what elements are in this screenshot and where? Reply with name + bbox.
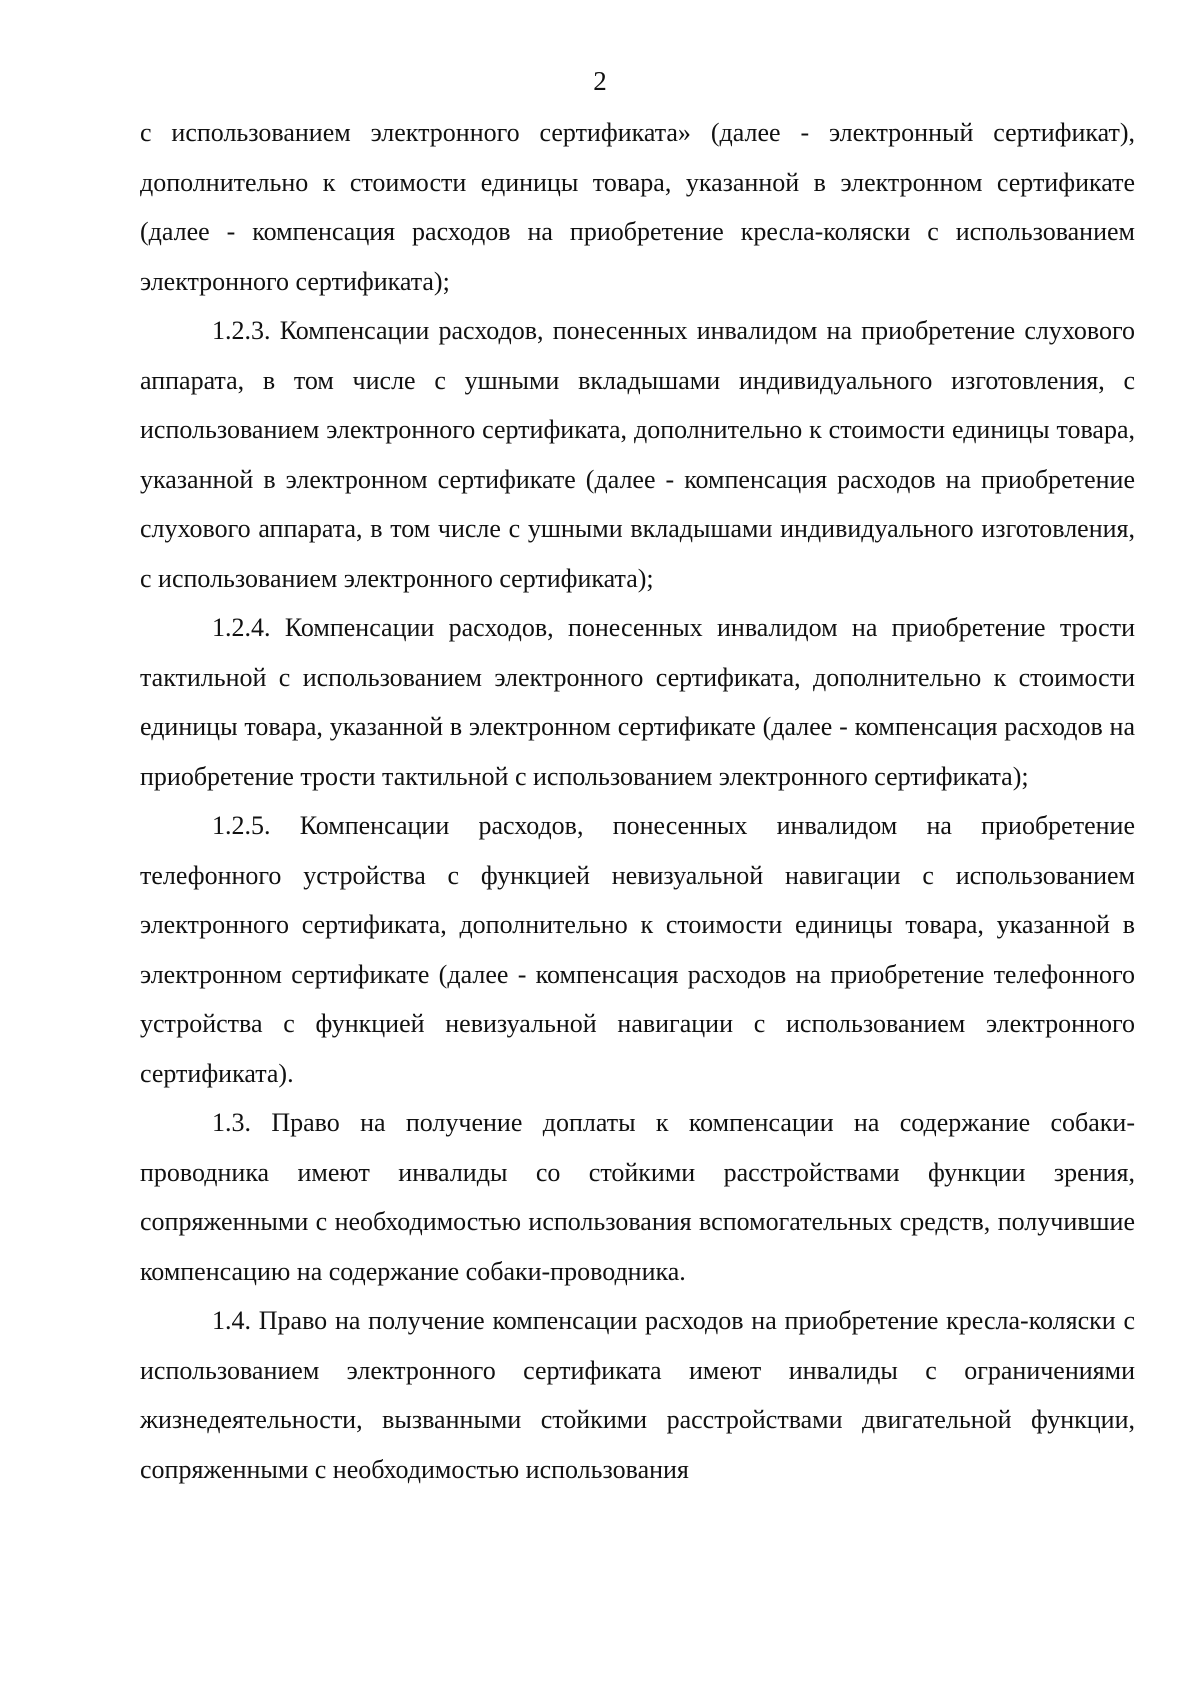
paragraph-1-4: 1.4. Право на получение компенсации расходов на приобретение кресла-коляски с использованием электронного сертификата имеют инвалиды с ограничениями жизнедеятельности, вызванными стойкими расстройствами двигательной функции, сопряженными с необходимостью использования: [140, 1306, 1135, 1484]
paragraph-1-2-5: 1.2.5. Компенсации расходов, понесенных инвалидом на приобретение телефонного устройства с функцией невизуальной навигации с использованием электронного сертификата, дополнительно к стоимости единицы товара, указанной в электронном сертификате (далее - компенсация расходов на приобретение телефонного устройства с функцией невизуальной навигации с использованием электронного сертификата).: [140, 811, 1135, 1088]
paragraph-1-2-3: 1.2.3. Компенсации расходов, понесенных инвалидом на приобретение слухового аппарата, в том числе с ушными вкладышами индивидуального изготовления, с использованием электронного сертификата, дополнительно к стоимости единицы товара, указанной в электронном сертификате (далее - компенсация расходов на приобретение слухового аппарата, в том числе с ушными вкладышами индивидуального изготовления, с использованием электронного сертификата);: [140, 316, 1135, 593]
paragraph-continuation: с использованием электронного сертификата» (далее - электронный сертификат), дополнительно к стоимости единицы товара, указанной в электронном сертификате (далее - компенсация расходов на приобретение кресла-коляски с использованием электронного сертификата);: [140, 118, 1135, 296]
page-number: 2: [593, 66, 607, 96]
document-body: [140, 108, 1135, 1494]
paragraph-1-2-4: 1.2.4. Компенсации расходов, понесенных инвалидом на приобретение трости тактильной с использованием электронного сертификата, дополнительно к стоимости единицы товара, указанной в электронном сертификате (далее - компенсация расходов на приобретение трости тактильной с использованием электронного сертификата);: [140, 613, 1135, 791]
paragraph-1-3: 1.3. Право на получение доплаты к компенсации на содержание собаки-проводника имеют инвалиды со стойкими расстройствами функции зрения, сопряженными с необходимостью использования вспомогательных средств, получившие компенсацию на содержание собаки-проводника.: [140, 1108, 1135, 1286]
